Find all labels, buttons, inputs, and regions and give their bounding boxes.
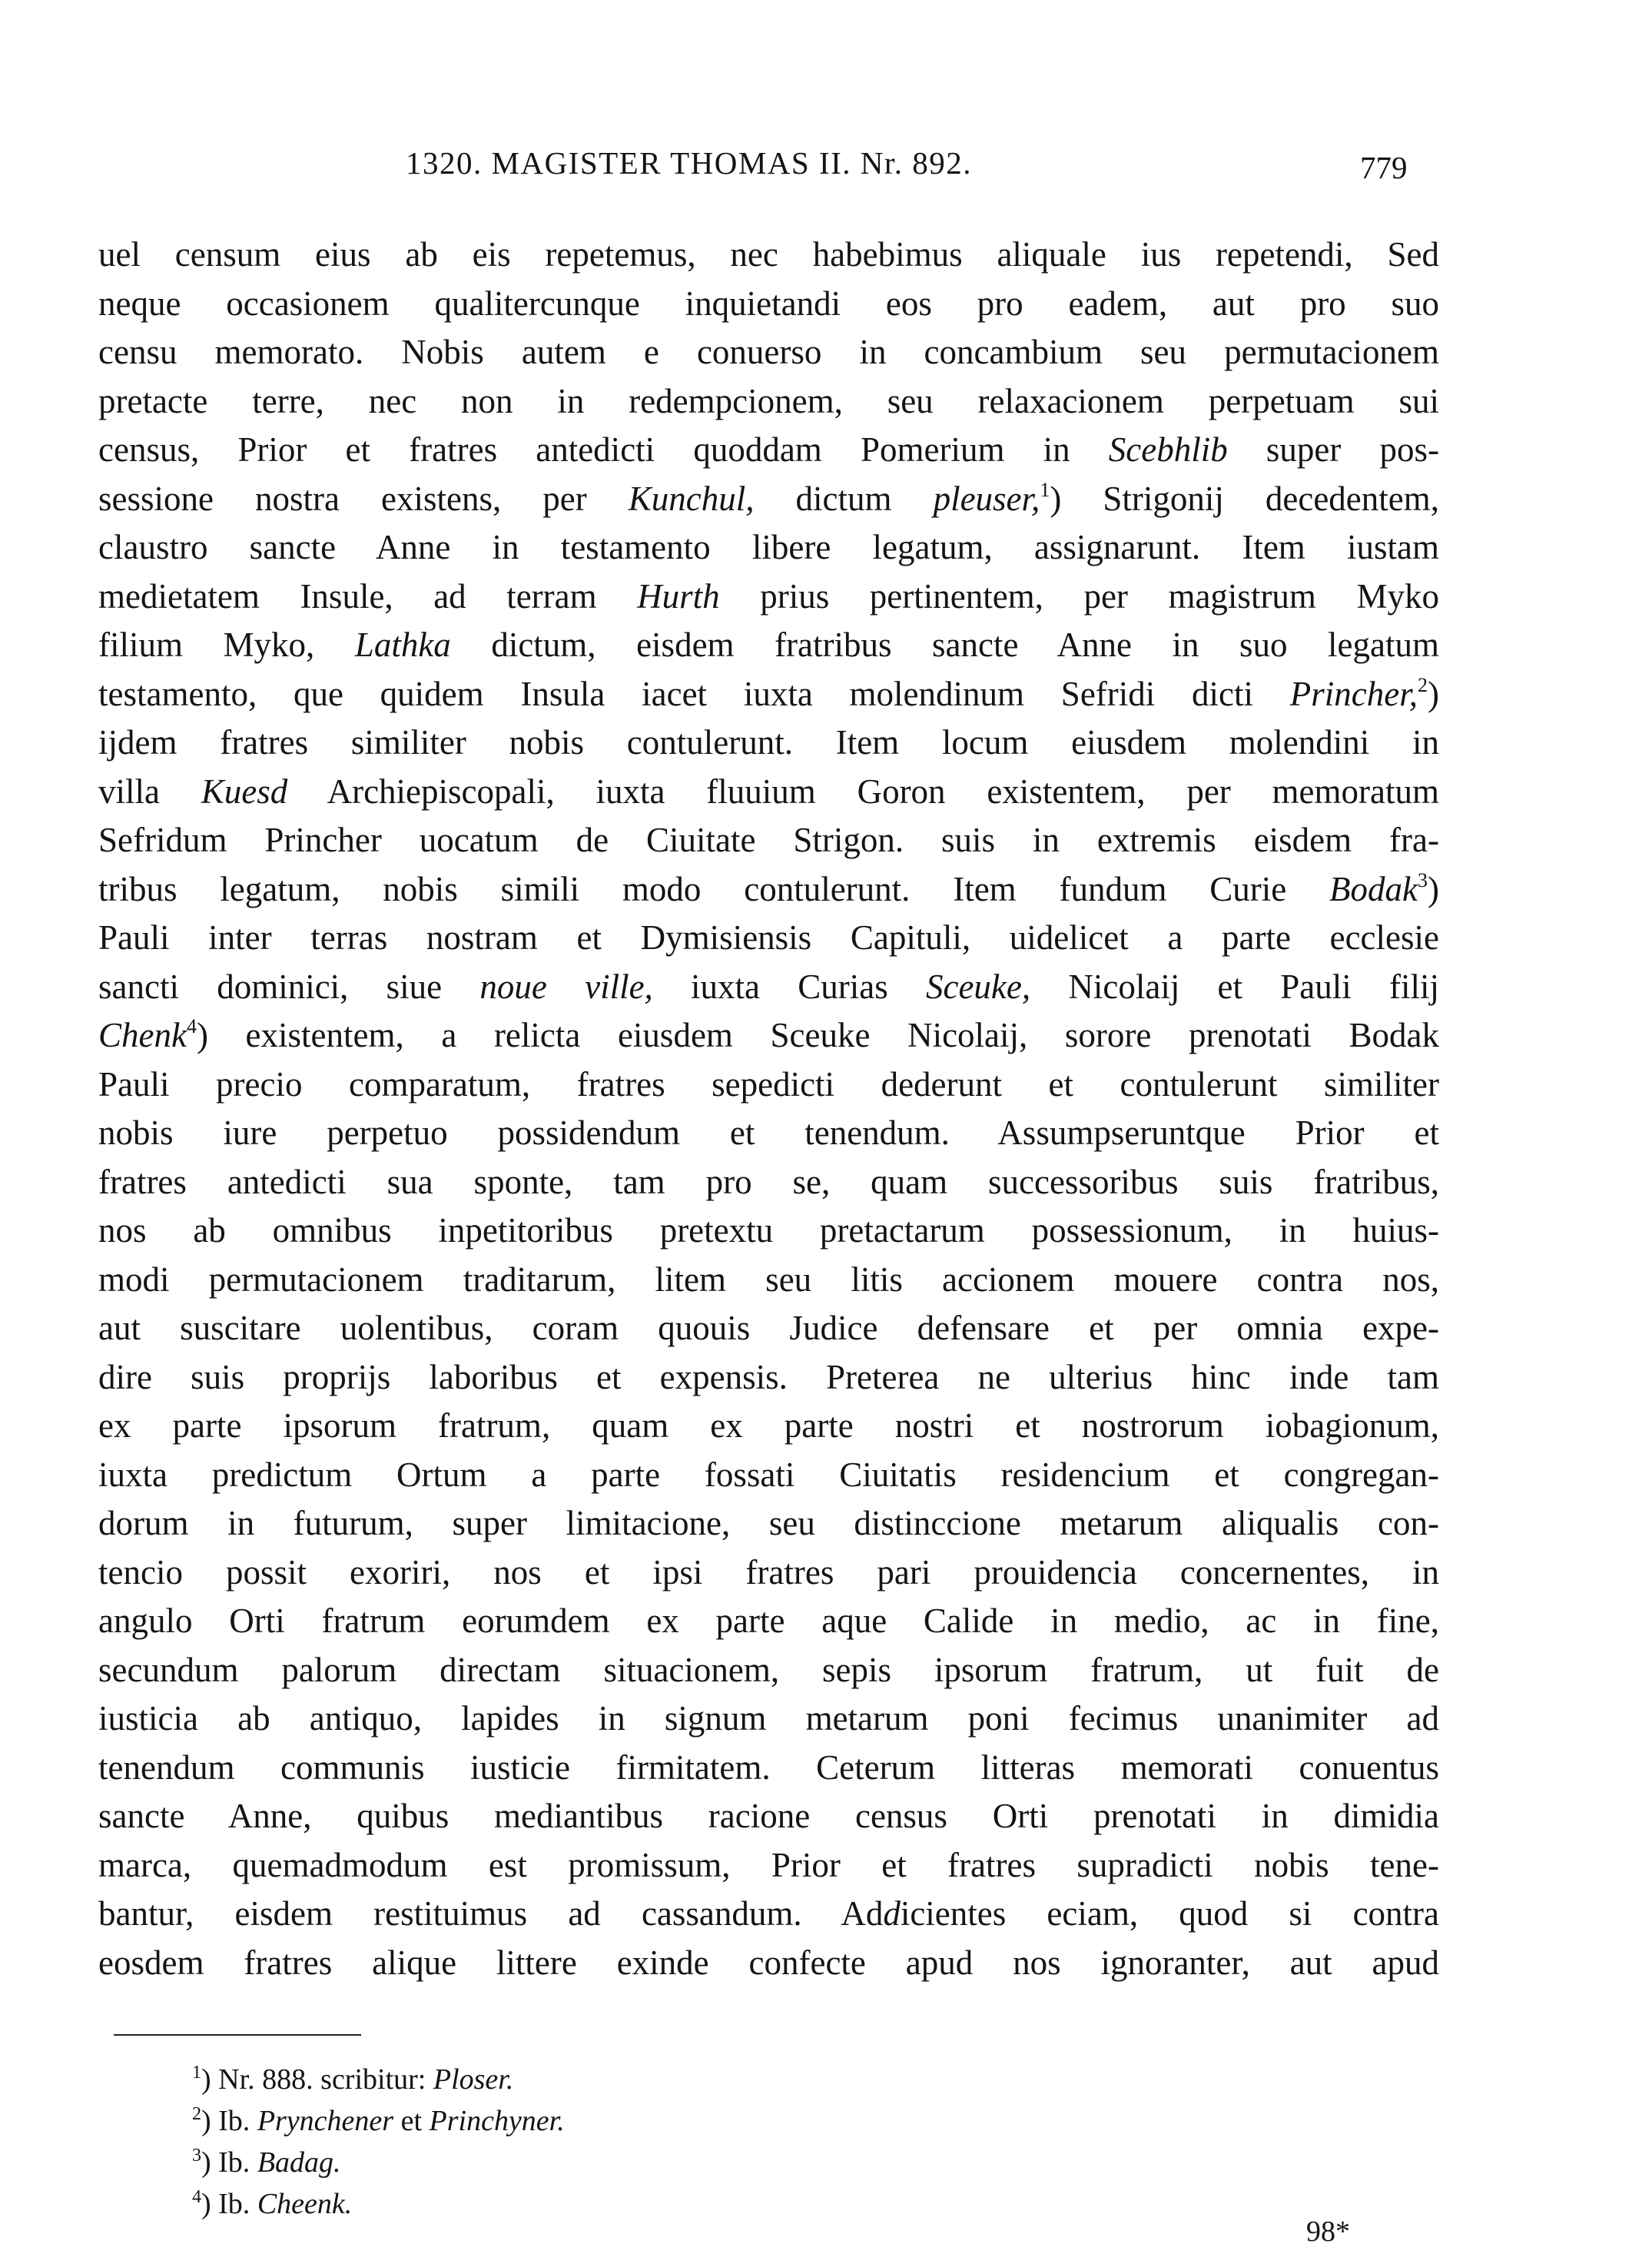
text-line: dorum in futurum, super limitacione, seu distinccione metarum aliqualis con- bbox=[98, 1504, 1439, 1542]
footnotes bbox=[192, 2052, 884, 2218]
text-line: tenendum communis iusticie firmitatem. Ceterum litteras memorati conuentus bbox=[98, 1748, 1439, 1787]
italic-term: Bodak bbox=[1329, 869, 1418, 908]
italic-term: pleuser, bbox=[933, 479, 1040, 518]
text-line: Pauli inter terras nostram et Dymisiensis Capituli, uidelicet a parte ecclesie bbox=[98, 918, 1439, 957]
text-line: Pauli precio comparatum, fratres sepedicti dederunt et contulerunt similiter bbox=[98, 1064, 1439, 1104]
italic-term: Scebhlib bbox=[1108, 430, 1228, 469]
text-line: modi permutacionem traditarum, litem seu litis accionem mouere contra nos, bbox=[98, 1260, 1439, 1299]
italic-term: Badag. bbox=[257, 2146, 341, 2179]
footnote-item: $^1$) Nr. 888. scribitur: Ploser. bbox=[192, 2063, 514, 2096]
body-text bbox=[98, 231, 1439, 1987]
text-line: sancte Anne, quibus mediantibus racione census Orti prenotati in dimidia bbox=[98, 1797, 1439, 1835]
italic-term: Princher, bbox=[1289, 674, 1418, 713]
text-line: secundum palorum directam situacionem, sepis ipsorum fratrum, ut fuit de bbox=[98, 1650, 1439, 1689]
footnote-marker: 1 bbox=[192, 2063, 201, 2083]
italic-term: Kuesd bbox=[201, 772, 288, 811]
text-line: censu memorato. Nobis autem e conuerso in concambium seu permutacionem bbox=[98, 333, 1439, 371]
text-line: iusticia ab antiquo, lapides in signum metarum poni fecimus unanimiter ad bbox=[98, 1699, 1439, 1738]
italic-term: Kunchul, bbox=[628, 479, 755, 518]
italic-term: Hurth bbox=[637, 576, 720, 616]
text-line: ijdem fratres similiter nobis contulerunt. Item locum eiusdem molendini in bbox=[98, 723, 1439, 762]
text-line: marca, quemadmodum est promissum, Prior et fratres supradicti nobis tene- bbox=[98, 1845, 1439, 1884]
sheet-signature: 98* bbox=[1306, 2216, 1350, 2248]
italic-term: Ploser. bbox=[433, 2063, 514, 2096]
italic-term: d bbox=[883, 1894, 901, 1933]
text-line: neque occasionem qualitercunque inquietandi eos pro eadem, aut pro suo bbox=[98, 284, 1439, 323]
text-line: eosdem fratres alique littere exinde confecte apud nos ignoranter, aut apud bbox=[98, 1943, 1439, 1982]
page-number: 779 bbox=[1360, 150, 1408, 185]
text-line: ex parte ipsorum fratrum, quam ex parte nostri et nostrorum iobagionum, bbox=[98, 1406, 1439, 1445]
text-line: filium Myko, Lathka dictum, eisdem fratribus sancte Anne in suo legatum bbox=[98, 626, 1439, 664]
text-line: Chenk$^4$) existentem, a relicta eiusdem Sceuke Nicolaij, sorore prenotati Bodak bbox=[98, 1015, 1439, 1054]
text-line: tencio possit exoriri, nos et ipsi fratres pari prouidencia concernentes, in bbox=[98, 1552, 1439, 1592]
footnote-reference: 3 bbox=[1418, 868, 1428, 891]
text-line: fratres antedicti sua sponte, tam pro se, quam successoribus suis fratribus, bbox=[98, 1162, 1439, 1201]
text-line: sessione nostra existens, per Kunchul, dictum pleuser,$^1$) Strigonij decedentem, bbox=[98, 478, 1439, 518]
italic-term: Princhyner. bbox=[429, 2105, 565, 2137]
footnote-divider bbox=[114, 2034, 361, 2036]
footnote-marker: 2 bbox=[192, 2104, 201, 2124]
italic-term: Prynchener bbox=[257, 2105, 394, 2137]
running-title: 1320. MAGISTER THOMAS II. Nr. 892. bbox=[406, 145, 973, 181]
italic-term: Sceuke, bbox=[925, 967, 1031, 1006]
italic-term: Cheenk. bbox=[257, 2188, 353, 2220]
footnote-item: $^2$) Ib. Prynchener et Princhyner. bbox=[192, 2104, 565, 2137]
footnote-marker: 4 bbox=[192, 2187, 201, 2207]
italic-term: Chenk bbox=[98, 1016, 187, 1054]
text-line: sancti dominici, siue noue ville, iuxta Curias Sceuke, Nicolaij et Pauli filij bbox=[98, 967, 1440, 1006]
text-line: claustro sancte Anne in testamento libere legatum, assignarunt. Item iustam bbox=[98, 528, 1439, 566]
footnote-reference: 4 bbox=[186, 1015, 197, 1037]
footnote-marker: 3 bbox=[192, 2146, 201, 2166]
text-line: bantur, eisdem restituimus ad cassandum. Addicientes eciam, quod si contra bbox=[98, 1894, 1440, 1933]
text-line: angulo Orti fratrum eorumdem ex parte aque Calide in medio, ac in fine, bbox=[98, 1602, 1439, 1640]
text-line: uel censum eius ab eis repetemus, nec habebimus aliquale ius repetendi, Sed bbox=[98, 235, 1439, 274]
italic-term: Lathka bbox=[354, 626, 451, 664]
text-line: testamento, que quidem Insula iacet iuxta molendinum Sefridi dicti Princher,$^2$) bbox=[98, 673, 1439, 713]
text-line: tribus legatum, nobis simili modo contulerunt. Item fundum Curie Bodak$^3$) bbox=[98, 868, 1439, 908]
footnote-reference: 2 bbox=[1418, 673, 1428, 696]
footnote-reference: 1 bbox=[1040, 478, 1050, 501]
italic-term: noue ville, bbox=[479, 967, 653, 1006]
text-line: census, Prior et fratres antedicti quoddam Pomerium in Scebhlib super pos- bbox=[98, 430, 1439, 469]
text-line: pretacte terre, nec non in redempcionem, seu relaxacionem perpetuam sui bbox=[98, 381, 1439, 420]
text-line: dire suis proprijs laboribus et expensis. Preterea ne ulterius hinc inde tam bbox=[98, 1357, 1439, 1396]
text-line: medietatem Insule, ad terram Hurth prius pertinentem, per magistrum Myko bbox=[98, 576, 1439, 616]
footnote-item: $^3$) Ib. Badag. bbox=[192, 2146, 341, 2179]
text-line: aut suscitare uolentibus, coram quouis Judice defensare et per omnia expe- bbox=[98, 1309, 1439, 1347]
text-line: nos ab omnibus inpetitoribus pretextu pretactarum possessionum, in huius- bbox=[98, 1211, 1439, 1250]
footnote-item: $^4$) Ib. Cheenk. bbox=[192, 2187, 353, 2220]
text-line: villa Kuesd Archiepiscopali, iuxta fluuium Goron existentem, per memoratum bbox=[98, 772, 1440, 811]
text-line: nobis iure perpetuo possidendum et tenendum. Assumpseruntque Prior et bbox=[98, 1114, 1439, 1152]
page-header bbox=[0, 144, 1652, 198]
text-line: iuxta predictum Ortum a parte fossati Ciuitatis residencium et congregan- bbox=[98, 1455, 1439, 1494]
text-line: Sefridum Princher uocatum de Ciuitate Strigon. suis in extremis eisdem fra- bbox=[98, 821, 1439, 859]
